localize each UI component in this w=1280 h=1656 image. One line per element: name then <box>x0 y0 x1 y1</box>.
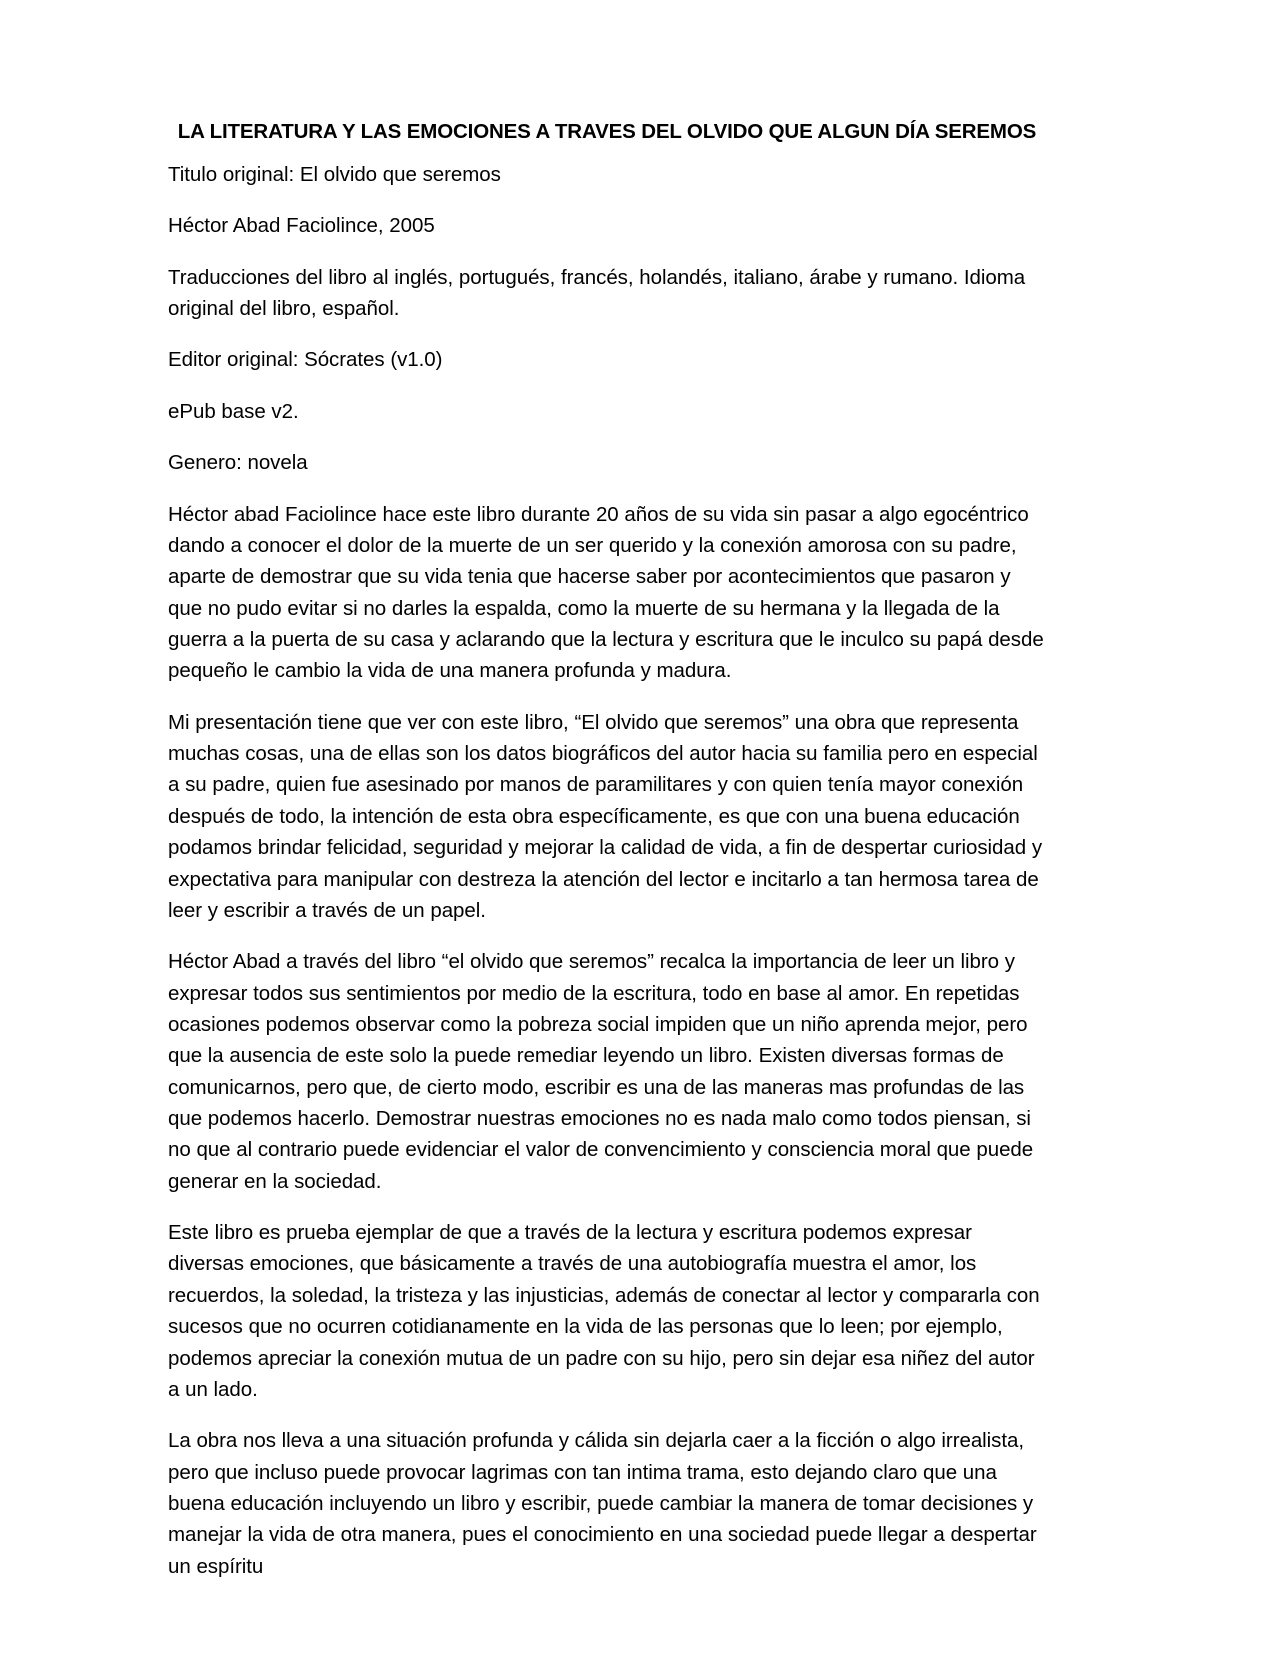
metadata-line-epub-base: ePub base v2. <box>168 399 299 423</box>
metadata-line-genre: Genero: novela <box>168 451 308 475</box>
body-paragraph-2: Mi presentación tiene que ver con este libro, “El olvido que seremos” una obra que representa muchas cosas, una de ellas son los datos biográficos del autor hacia su familia pero en especial a su padre, quien fue asesinado por manos de paramilitares y con quien tenía mayor conexión después de todo, la intención de esta obra específicamente, es que con una buena educación podamos brindar felicidad, seguridad y mejorar la calidad de vida, a fin de despertar curiosidad y expectativa para manipular con destreza la atención del lector e incitarlo a tan hermosa tarea de leer y escribir a través de un papel. <box>168 710 1043 922</box>
body-paragraph-3: Héctor Abad a través del libro “el olvido que seremos” recalca la importancia de leer un libro y expresar todos sus sentimientos por medio de la escritura, todo en base al amor. En repetidas ocasiones podemos observar como la pobreza social impiden que un niño aprenda mejor, pero que la ausencia de este solo la puede remediar leyendo un libro. Existen diversas formas de comunicarnos, pero que, de cierto modo, escribir es una de las maneras mas profundas de las que podemos hacerlo. Demostrar nuestras emociones no es nada malo como todos piensan, si no que al contrario puede evidenciar el valor de convencimiento y consciencia moral que puede generar en la sociedad. <box>168 950 1034 1193</box>
body-paragraph-1: Héctor abad Faciolince hace este libro durante 20 años de su vida sin pasar a algo egocéntrico dando a conocer el dolor de la muerte de un ser querido y la conexión amorosa con su padre, aparte de demostrar que su vida tenia que hacerse saber por acontecimientos que pasaron y que no pudo evitar si no darles la espalda, como la muerte de su hermana y la llegada de la guerra a la puerta de su casa y aclarando que la lectura y escritura que le inculco su papá desde pequeño le cambio la vida de una manera profunda y madura. <box>168 502 1044 683</box>
body-paragraph-5: La obra nos lleva a una situación profunda y cálida sin dejarla caer a la ficción o algo irrealista, pero que incluso puede provocar lagrimas con tan intima trama, esto dejando claro que una buena educación incluyendo un libro y escribir, puede cambiar la manera de tomar decisiones y manejar la vida de otra manera, pues el conocimiento en una sociedad puede llegar a despertar un espíritu <box>168 1429 1037 1578</box>
metadata-line-original-title: Titulo original: El olvido que seremos <box>168 163 501 187</box>
document-content <box>168 118 1046 1582</box>
metadata-line-editor: Editor original: Sócrates (v1.0) <box>168 348 443 372</box>
metadata-line-author-year: Héctor Abad Faciolince, 2005 <box>168 214 435 238</box>
page-title: LA LITERATURA Y LAS EMOCIONES A TRAVES DEL OLVIDO QUE ALGUN DÍA SEREMOS <box>177 120 1037 143</box>
metadata-line-translations: Traducciones del libro al inglés, portugués, francés, holandés, italiano, árabe y rumano. Idioma original del libro, español. <box>168 265 1026 321</box>
body-paragraph-4: Este libro es prueba ejemplar de que a través de la lectura y escritura podemos expresar diversas emociones, que básicamente a través de una autobiografía muestra el amor, los recuerdos, la soledad, la tristeza y las injusticias, además de conectar al lector y compararla con sucesos que no ocurren cotidianamente en la vida de las personas que lo leen; por ejemplo, podemos apreciar la conexión mutua de un padre con su hijo, pero sin dejar esa niñez del autor a un lado. <box>168 1221 1040 1401</box>
